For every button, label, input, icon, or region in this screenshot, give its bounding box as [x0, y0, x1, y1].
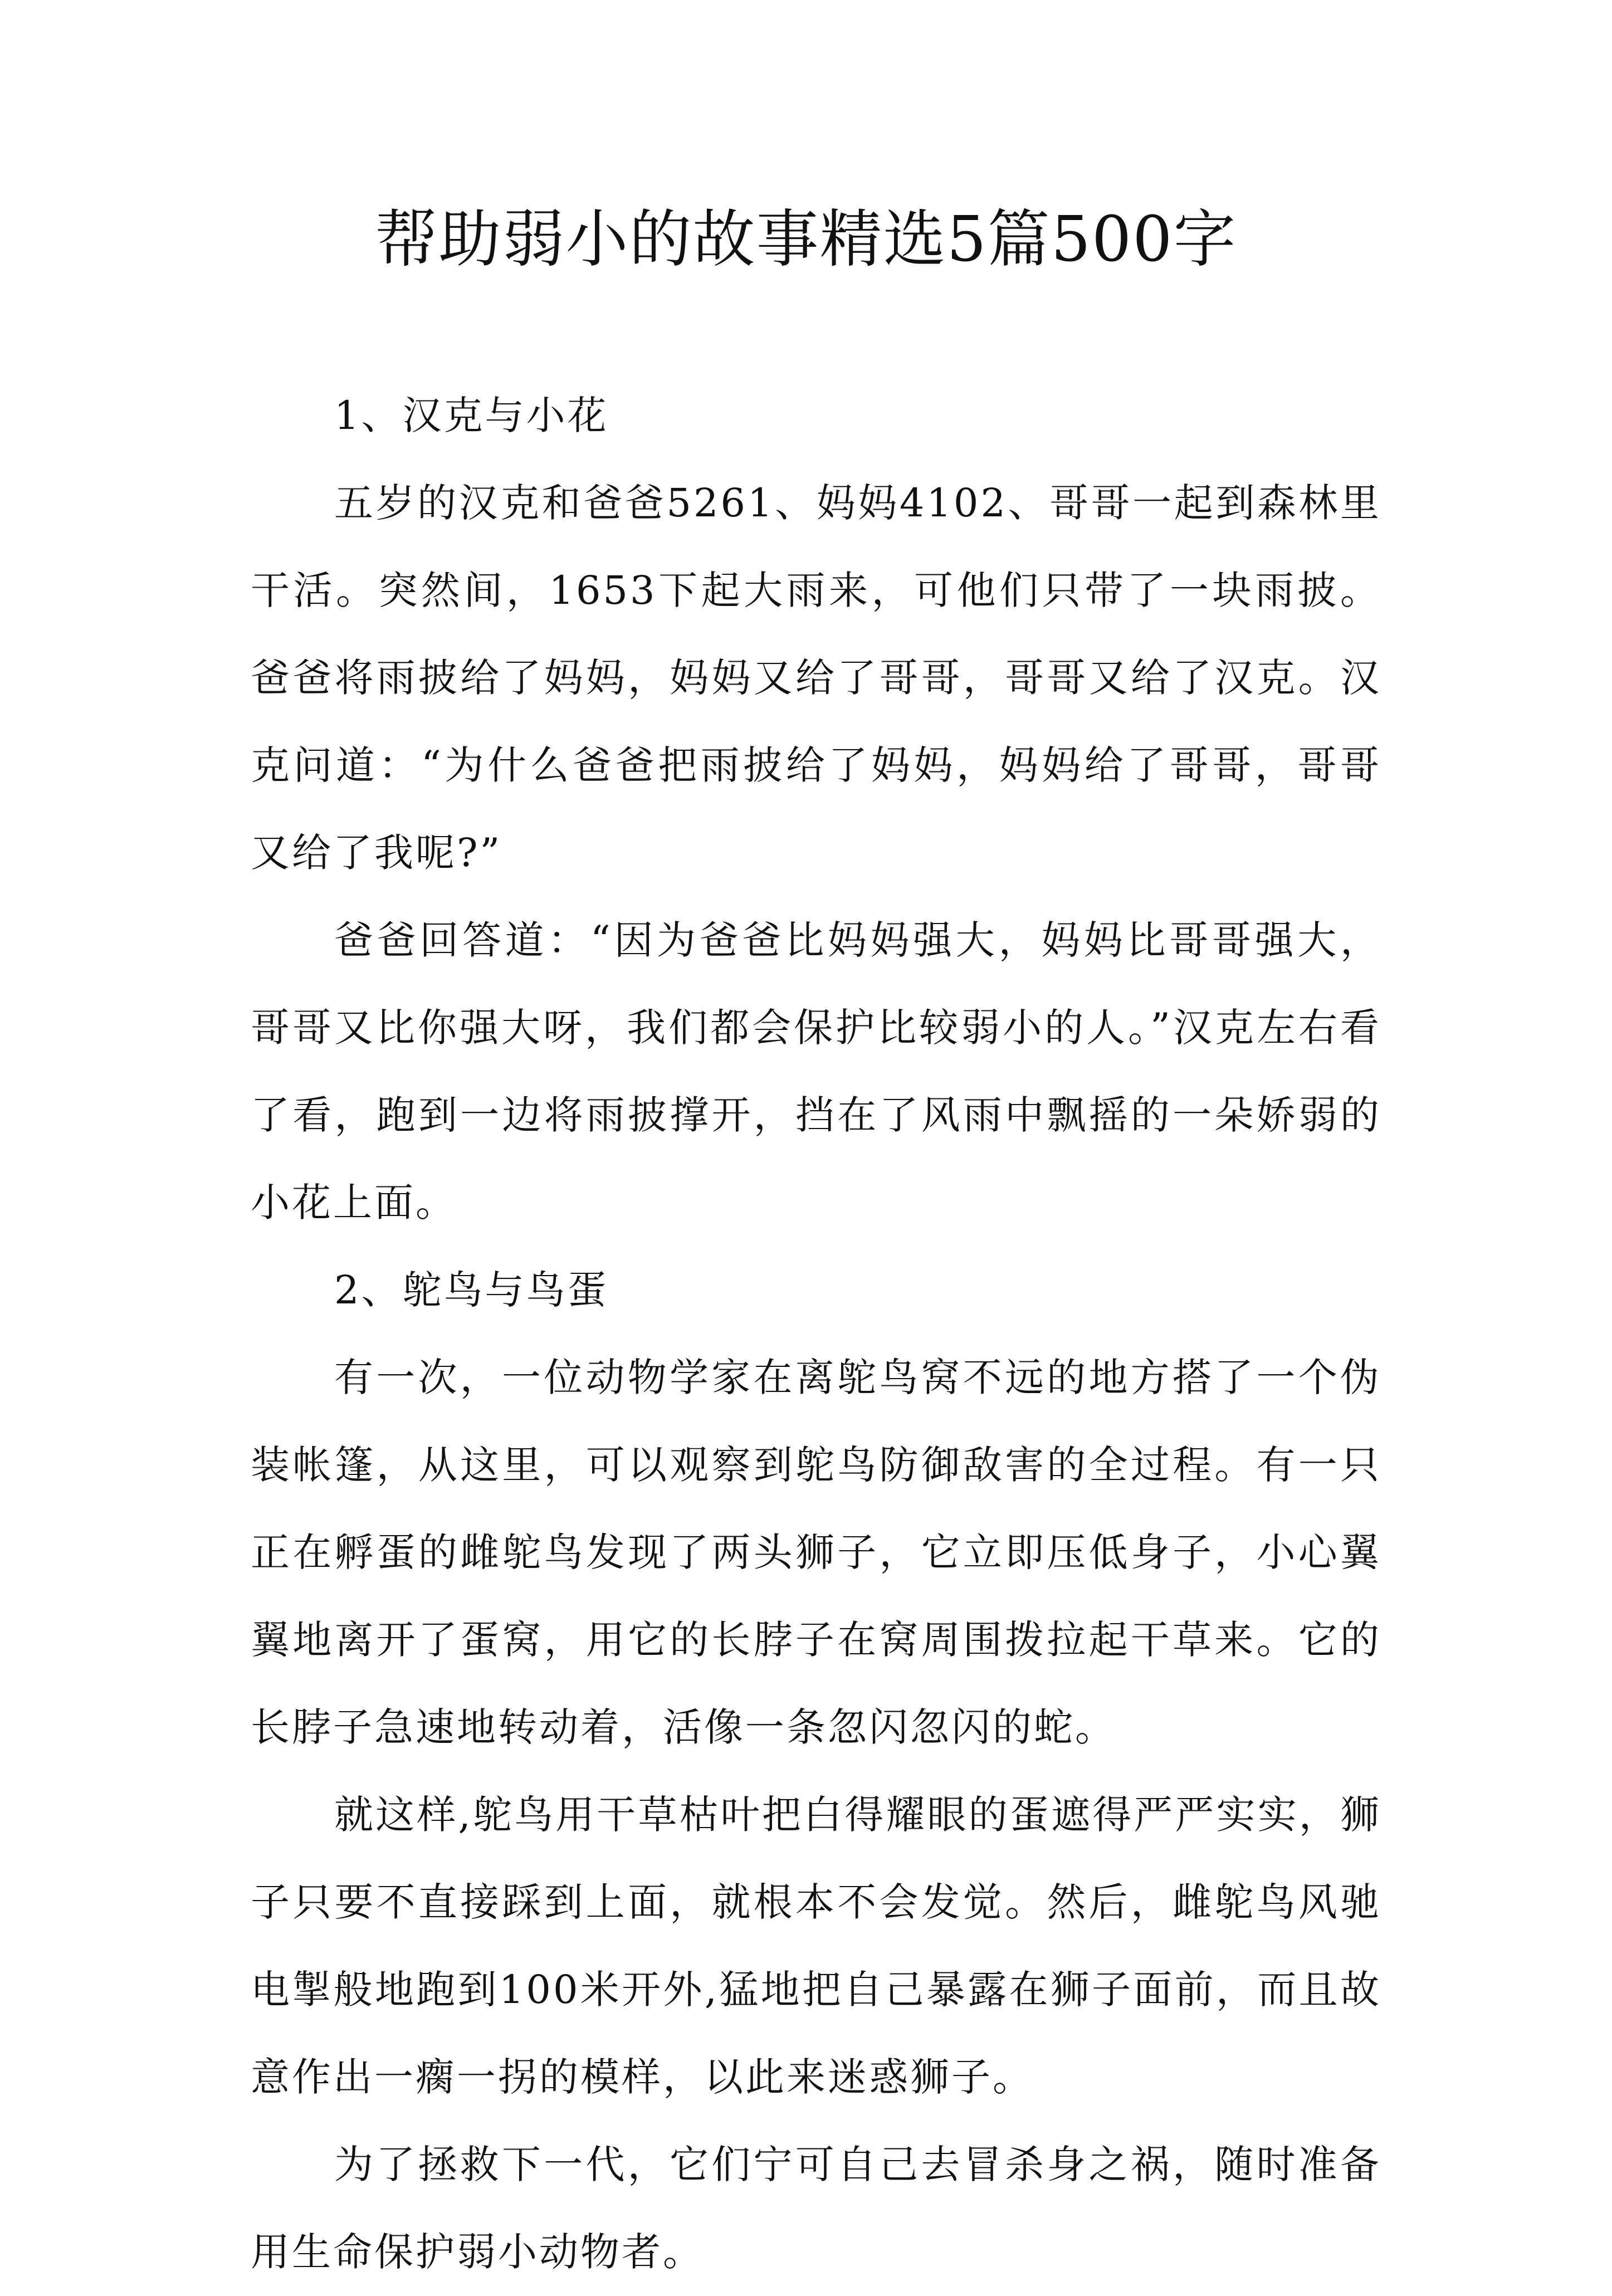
section-heading-1: 1、汉克与小花 [334, 393, 609, 438]
paragraph: 有一次，一位动物学家在离鸵鸟窝不远的地方搭了一个伪装帐篷，从这里，可以观察到鸵鸟防御敌害的全过程。有一只正在孵蛋的雌鸵鸟发现了两头狮子，它立即压低身子，小心翼翼地离开了蛋窝，用它的长脖子在窝周围拨拉起干草来。它的长脖子急速地转动着，活像一条忽闪忽闪的蛇。 [251, 1355, 1381, 1750]
document-body [251, 372, 1381, 2296]
paragraph: 爸爸回答道：“因为爸爸比妈妈强大，妈妈比哥哥强大，哥哥又比你强大呀，我们都会保护比较弱小的人。”汉克左右看了看，跑到一边将雨披撑开，挡在了风雨中飘摇的一朵娇弱的小花上面。 [251, 917, 1381, 1225]
document-title: 帮助弱小的故事精选5篇500字 [375, 203, 1237, 276]
paragraph: 五岁的汉克和爸爸5261、妈妈4102、哥哥一起到森林里干活。突然间，1653下起大雨来，可他们只带了一块雨披。爸爸将雨披给了妈妈，妈妈又给了哥哥，哥哥又给了汉克。汉克问道：“为什么爸爸把雨披给了妈妈，妈妈给了哥哥，哥哥又给了我呢?” [251, 480, 1381, 876]
paragraph: 就这样,鸵鸟用干草枯叶把白得耀眼的蛋遮得严严实实，狮子只要不直接踩到上面，就根本不会发觉。然后，雌鸵鸟风驰电掣般地跑到100米开外,猛地把自己暴露在狮子面前，而且故意作出一瘸一拐的模样，以此来迷惑狮子。 [251, 1792, 1381, 2100]
section-heading-2: 2、鸵鸟与鸟蛋 [334, 1267, 609, 1313]
paragraph: 为了拯救下一代，它们宁可自己去冒杀身之祸，随时准备用生命保护弱小动物者。 [251, 2142, 1381, 2275]
